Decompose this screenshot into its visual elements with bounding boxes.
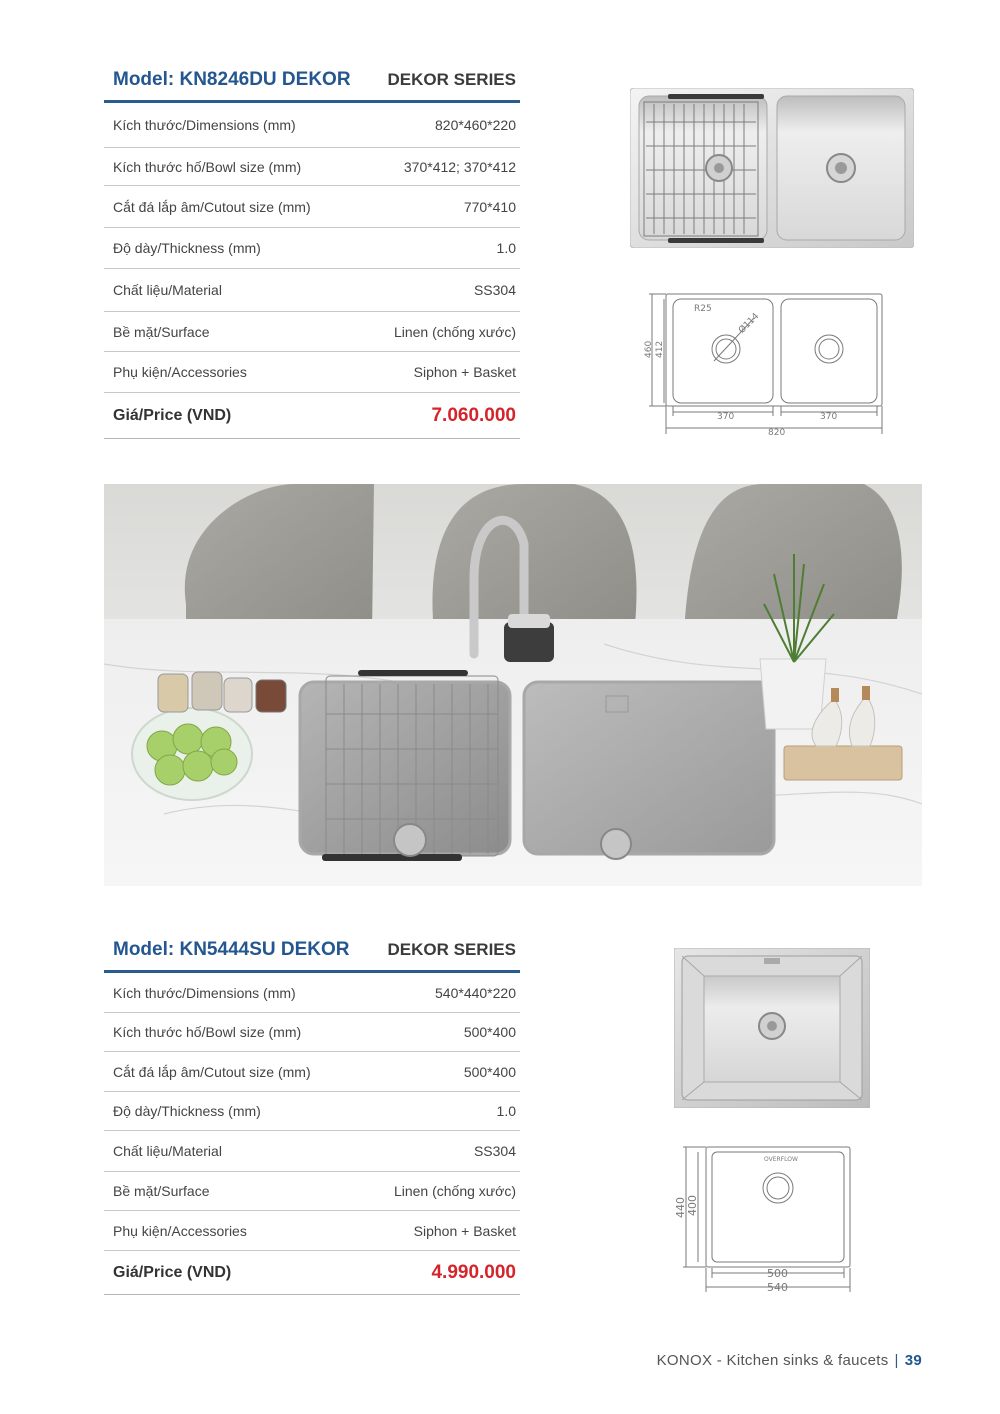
drawing-overall-width: 540 <box>767 1281 788 1294</box>
price-label: Giá/Price (VND) <box>113 406 232 424</box>
drawing-overall-height: 440 <box>674 1197 687 1218</box>
spec-row-bowl-size <box>104 1013 520 1052</box>
spec-table-kn5444su <box>104 936 520 1295</box>
drawing-radius-label: R25 <box>694 304 712 314</box>
spec-value: 370*412; 370*412 <box>403 158 516 175</box>
spec-row-thickness <box>104 228 520 269</box>
spec-row-price <box>104 393 520 439</box>
drawing-overall-width: 820 <box>768 428 786 438</box>
spec-value: 1.0 <box>496 1103 516 1119</box>
spec-label: Cắt đá lắp âm/Cutout size (mm) <box>113 1063 311 1080</box>
spec-label: Cắt đá lắp âm/Cutout size (mm) <box>113 198 311 215</box>
drawing-bowl-width-2: 370 <box>820 412 838 422</box>
footer-separator: | <box>894 1352 899 1369</box>
spec-row-thickness <box>104 1092 520 1131</box>
spec-label: Kích thước/Dimensions (mm) <box>113 117 296 133</box>
spec-row-cutout-size <box>104 1052 520 1092</box>
technical-drawing-single-sink <box>668 1140 858 1298</box>
drawing-drain-label: Ø114 <box>737 311 762 336</box>
spec-value: 1.0 <box>496 240 516 256</box>
spec-label: Phụ kiện/Accessories <box>113 1222 247 1239</box>
drawing-bowl-width-1: 370 <box>717 412 735 422</box>
product-photo-single-sink <box>674 948 870 1108</box>
drawing-bowl-height: 412 <box>655 340 665 358</box>
spec-label: Độ dày/Thickness (mm) <box>113 240 261 256</box>
spec-row-surface <box>104 1172 520 1211</box>
drawing-overall-height: 460 <box>644 340 654 358</box>
price-label: Giá/Price (VND) <box>113 1263 232 1281</box>
spec-value: SS304 <box>473 1143 516 1159</box>
spec-label: Kích thước hố/Bowl size (mm) <box>113 158 302 175</box>
model-title: Model: KN8246DU DEKOR <box>113 69 351 90</box>
spec-label: Phụ kiện/Accessories <box>113 364 247 380</box>
spec-value: 500*400 <box>463 1063 516 1080</box>
lifestyle-photo-kitchen <box>104 484 922 886</box>
spec-row-accessories <box>104 1211 520 1251</box>
spec-value: 820*460*220 <box>435 117 516 133</box>
footer-brand-text: KONOX - Kitchen sinks & faucets <box>656 1352 889 1369</box>
spec-value: Siphon + Basket <box>413 364 516 380</box>
spec-row-dimensions <box>104 103 520 148</box>
technical-drawing-double-sink <box>640 288 890 440</box>
series-label: DEKOR SERIES <box>387 70 516 89</box>
series-label: DEKOR SERIES <box>387 940 516 959</box>
spec-row-cutout-size <box>104 186 520 228</box>
spec-label: Kích thước hố/Bowl size (mm) <box>113 1024 302 1040</box>
spec-row-price <box>104 1251 520 1295</box>
spec-value: 770*410 <box>463 198 516 215</box>
spec-value: Siphon + Basket <box>413 1222 516 1239</box>
spec-label: Chất liệu/Material <box>113 282 222 298</box>
drawing-bowl-width: 500 <box>767 1267 788 1280</box>
spec-row-material <box>104 1131 520 1172</box>
page-footer <box>657 1352 922 1369</box>
spec-row-accessories <box>104 352 520 393</box>
spec-label: Bề mặt/Surface <box>113 1183 210 1199</box>
spec-row-bowl-size <box>104 148 520 186</box>
spec-label: Chất liệu/Material <box>113 1143 222 1159</box>
spec-value: Linen (chống xước) <box>393 1183 516 1199</box>
drawing-bowl-height: 400 <box>686 1195 699 1216</box>
spec-label: Bề mặt/Surface <box>113 323 210 340</box>
spec-label: Kích thước/Dimensions (mm) <box>113 984 296 1001</box>
product-photo-double-sink <box>630 88 914 248</box>
drawing-overflow-label: OVERFLOW <box>764 1156 798 1163</box>
spec-value: SS304 <box>473 282 516 298</box>
spec-row-dimensions <box>104 973 520 1013</box>
spec-header <box>104 936 520 973</box>
page-number: 39 <box>904 1352 922 1369</box>
spec-value: Linen (chống xước) <box>393 323 516 340</box>
spec-row-material <box>104 269 520 312</box>
spec-value: 540*440*220 <box>435 984 516 1001</box>
spec-label: Độ dày/Thickness (mm) <box>113 1103 261 1119</box>
model-title: Model: KN5444SU DEKOR <box>113 939 350 960</box>
price-value: 7.060.000 <box>431 404 516 426</box>
spec-value: 500*400 <box>463 1024 516 1040</box>
spec-table-kn8246du <box>104 66 520 439</box>
spec-header <box>104 66 520 103</box>
price-value: 4.990.000 <box>431 1261 516 1283</box>
spec-row-surface <box>104 312 520 352</box>
